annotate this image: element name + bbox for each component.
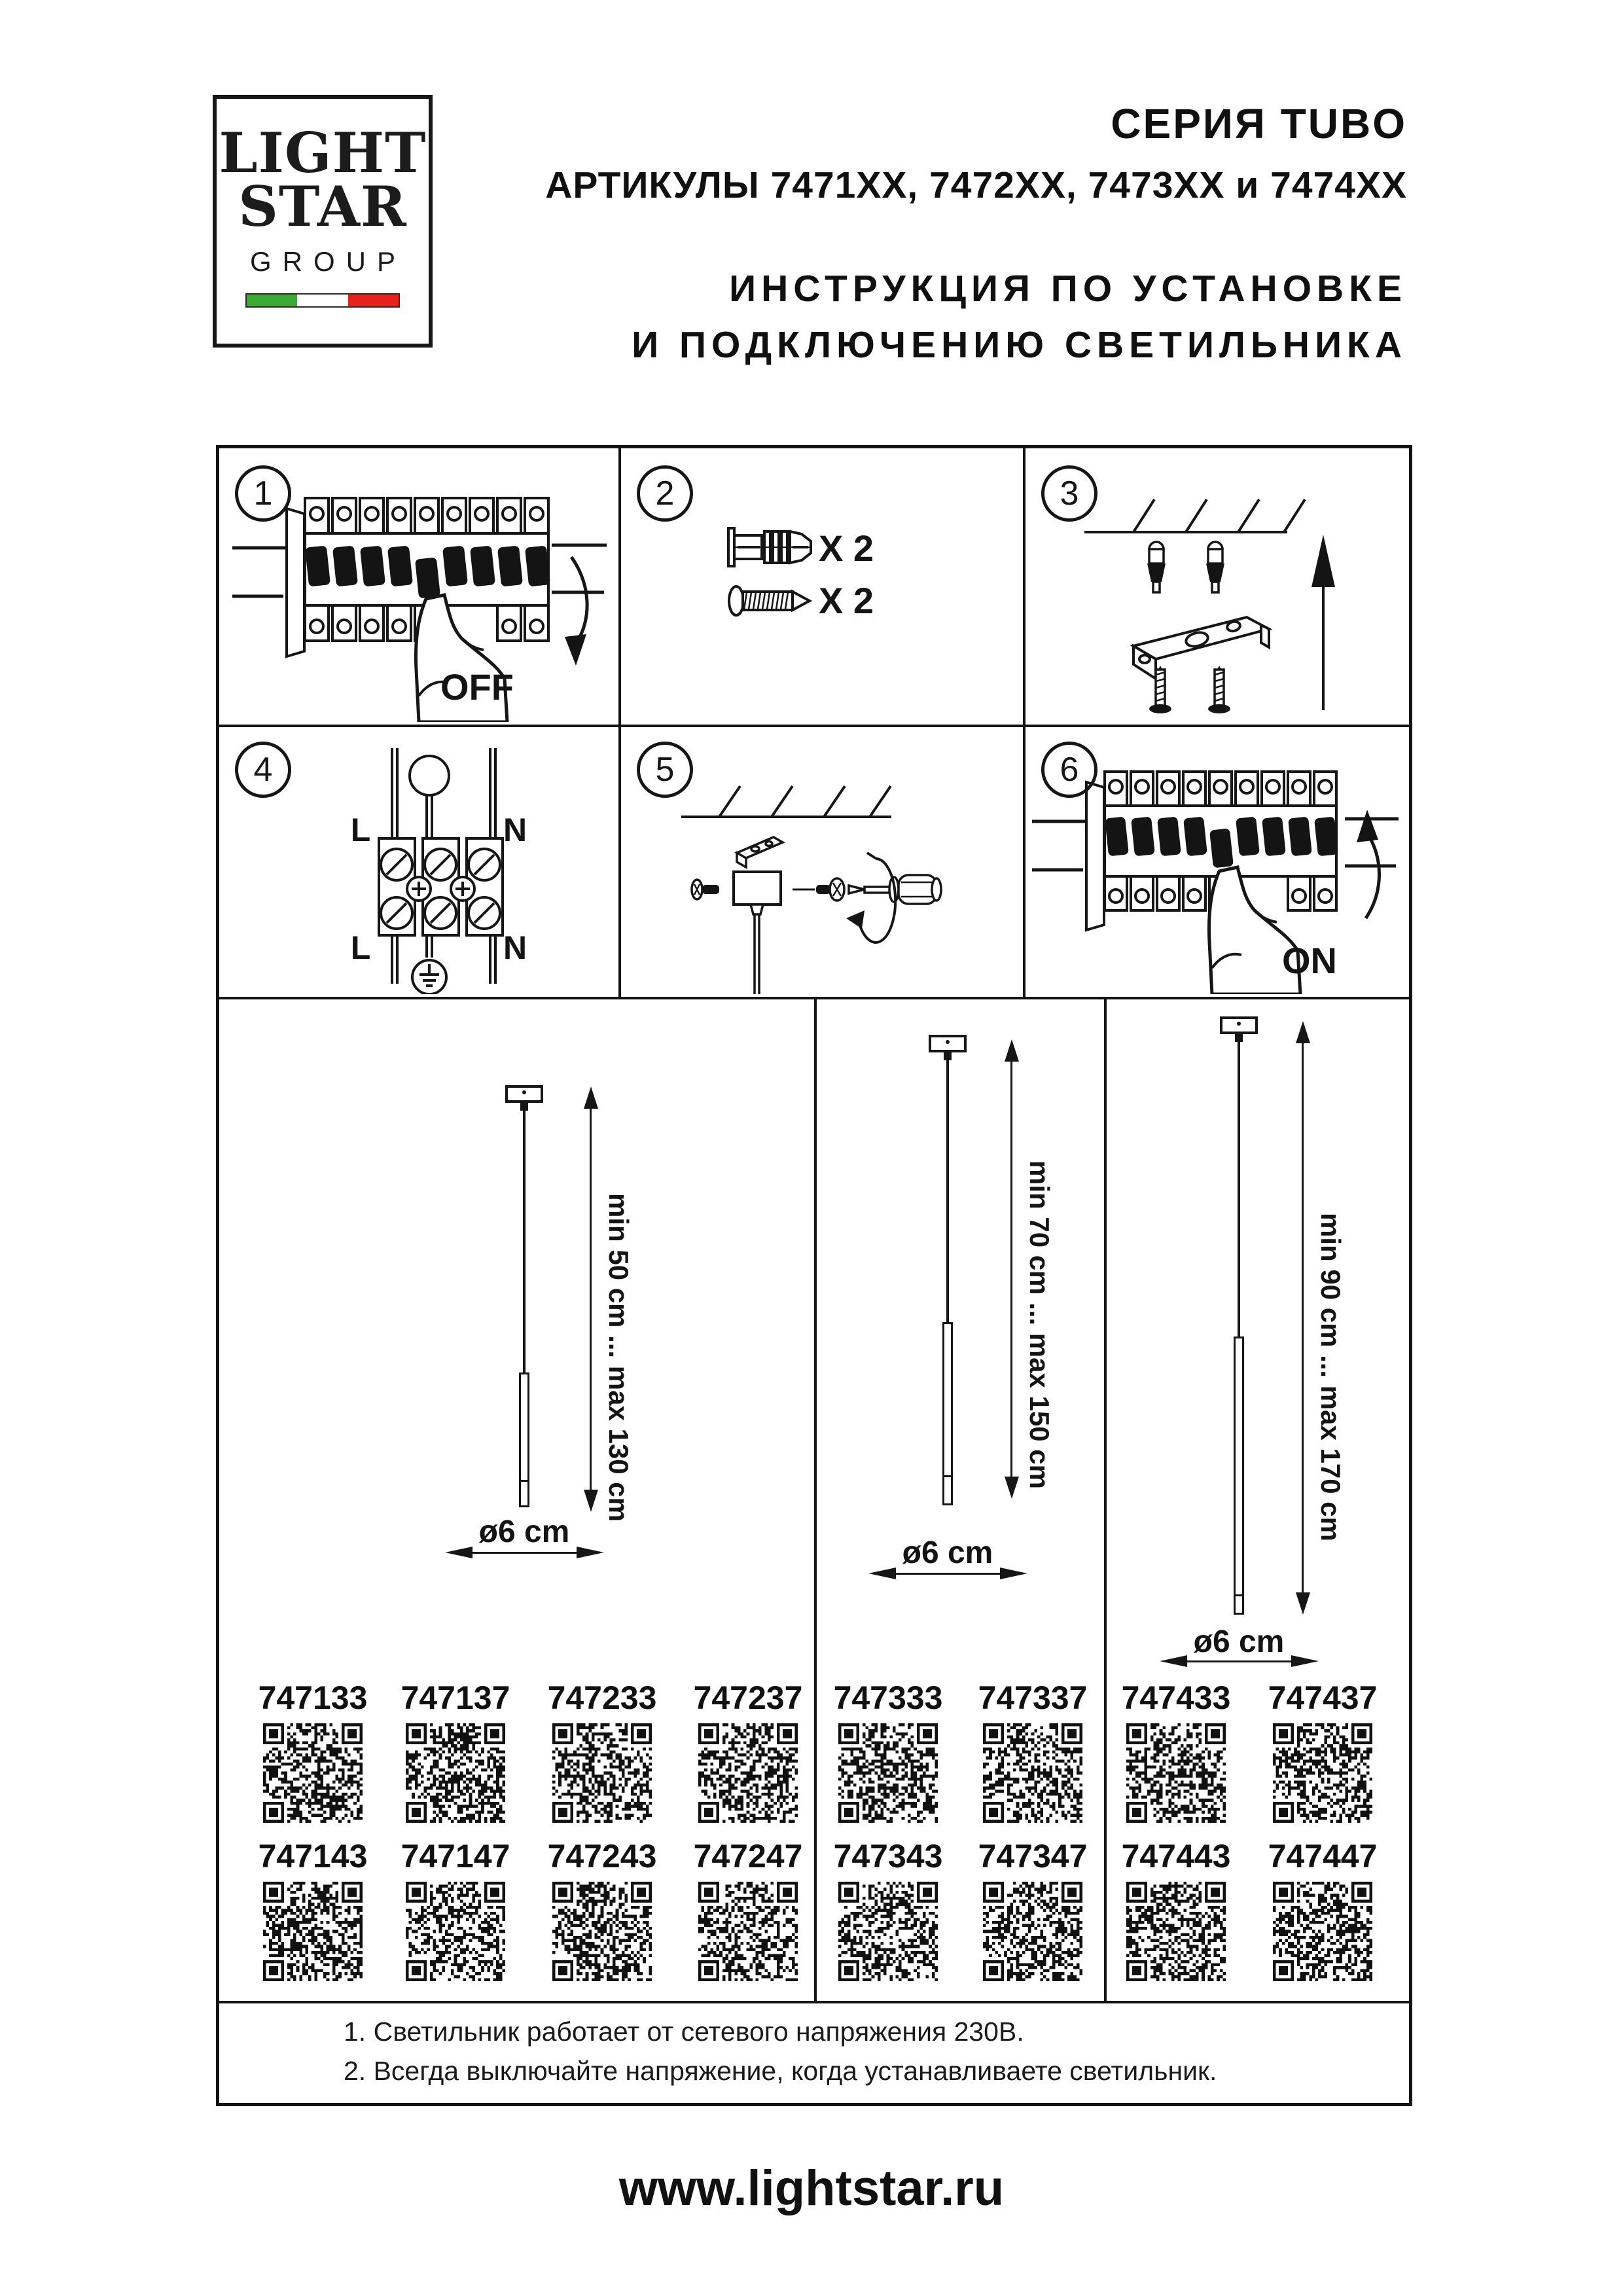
steps-row-2 [219, 725, 1409, 999]
lightstar-logo [213, 95, 433, 348]
flag-white [297, 295, 348, 306]
step-number: 6 [1041, 742, 1097, 798]
article-qr [692, 1679, 804, 1826]
qr-code [1126, 1882, 1226, 1981]
diameter-label: ø6 cm [478, 1515, 570, 1549]
logo-light: LIGHT [219, 120, 427, 185]
flag-green [247, 295, 297, 306]
article-number: 747343 [833, 1838, 943, 1874]
italian-flag-icon [245, 293, 400, 308]
instruction-title-line1: ИНСТРУКЦИЯ ПО УСТАНОВКЕ [729, 268, 1407, 310]
height-dimension-line [1010, 1057, 1012, 1494]
step-2-panel [621, 448, 1026, 725]
suspension-wire [1238, 1042, 1240, 1336]
article-qr [546, 1837, 658, 1984]
article-qr [546, 1679, 658, 1826]
article-number: 747137 [401, 1679, 510, 1716]
qr-code [263, 1723, 363, 1823]
qr-code [698, 1882, 798, 1981]
qr-code [838, 1723, 938, 1823]
qr-code [263, 1882, 363, 1981]
ceiling-plate [929, 1035, 967, 1052]
suspension-wire [946, 1060, 949, 1322]
steps-row-1 [219, 448, 1409, 727]
note-1: 1. Светильник работает от сетевого напряжения 230В. [344, 2017, 1024, 2047]
article-number: 747237 [693, 1679, 803, 1716]
article-qr [1267, 1837, 1378, 1984]
article-qr [692, 1837, 804, 1984]
article-number: 747143 [258, 1838, 368, 1874]
instruction-table [216, 445, 1412, 2106]
on-label: ON [1282, 940, 1337, 981]
diameter-label: ø6 cm [902, 1535, 993, 1570]
article-number: 747337 [978, 1679, 1088, 1716]
logo-group: GROUP [249, 245, 406, 277]
qr-code [698, 1723, 798, 1823]
article-qr [257, 1679, 368, 1826]
article-number: 747333 [833, 1679, 943, 1716]
series-title: СЕРИЯ TUBO [1111, 100, 1407, 147]
ceiling-plate [505, 1085, 543, 1103]
article-number: 747347 [978, 1838, 1088, 1874]
height-dimension-line [1302, 1039, 1304, 1610]
article-number: 747233 [547, 1679, 657, 1716]
lamp-tube [1234, 1336, 1244, 1615]
height-range-label: min 70 cm ... max 150 cm [1024, 1160, 1055, 1489]
suspension-wire [523, 1111, 526, 1372]
screw-qty-label: X 2 [819, 580, 874, 621]
article-qr [1267, 1679, 1378, 1826]
qr-code [1273, 1882, 1372, 1981]
article-qr [832, 1837, 944, 1984]
flag-red [348, 295, 399, 306]
step-number: 1 [235, 465, 291, 522]
article-qr [977, 1837, 1088, 1984]
diameter-arrow [1177, 1660, 1301, 1662]
article-number: 747443 [1121, 1838, 1231, 1874]
article-number: 747133 [258, 1679, 368, 1716]
lamp-column-2 [817, 997, 1107, 2001]
article-number: 747247 [693, 1838, 803, 1874]
article-number: 747147 [401, 1838, 510, 1874]
header [545, 99, 1407, 367]
article-qr [400, 1837, 511, 1984]
step-3-panel [1026, 448, 1409, 725]
ceiling-plate [1220, 1016, 1258, 1034]
qr-code [552, 1723, 652, 1823]
article-qr [1120, 1837, 1232, 1984]
article-number: 747433 [1121, 1679, 1231, 1716]
height-range-label: min 90 cm ... max 170 cm [1315, 1213, 1346, 1541]
step-6-panel [1026, 725, 1409, 997]
article-qr [257, 1837, 368, 1984]
qr-code [1126, 1723, 1226, 1823]
instruction-title-line2: И ПОДКЛЮЧЕНИЮ СВЕТИЛЬНИКА [632, 324, 1407, 366]
terminal-L-bottom: L [350, 929, 371, 966]
step-number: 3 [1041, 465, 1097, 522]
articles-line: АРТИКУЛЫ 7471ХХ, 7472ХХ, 7473ХХ и 7474ХХ [545, 164, 1407, 206]
lamp-tube [942, 1322, 953, 1505]
lamp-section [219, 997, 1409, 2003]
qr-code [552, 1882, 652, 1981]
off-label: OFF [440, 666, 514, 708]
diameter-arrow [462, 1552, 586, 1554]
article-qr [977, 1679, 1088, 1826]
step-number: 4 [235, 742, 291, 798]
article-qr [400, 1679, 511, 1826]
article-number: 747447 [1268, 1838, 1378, 1874]
step-number: 2 [637, 465, 693, 522]
article-number: 747437 [1268, 1679, 1378, 1716]
website-url: www.lightstar.ru [618, 2161, 1005, 2216]
dowel-qty-label: X 2 [819, 528, 874, 569]
lamp-tube [519, 1372, 529, 1507]
qr-code [983, 1723, 1082, 1823]
qr-code [406, 1882, 505, 1981]
diameter-label: ø6 cm [1193, 1624, 1285, 1659]
step-number: 5 [637, 742, 693, 798]
qr-code [838, 1882, 938, 1981]
lamp-column-1 [219, 997, 817, 2001]
qr-code [406, 1723, 505, 1823]
notes-row [219, 2001, 1409, 2103]
diameter-arrow [885, 1573, 1010, 1575]
height-range-label: min 50 cm ... max 130 cm [603, 1193, 634, 1522]
step-4-panel [219, 725, 621, 997]
height-dimension-line [590, 1104, 592, 1507]
terminal-L-top: L [350, 812, 371, 848]
logo-star: STAR [238, 174, 407, 240]
lamp-column-3 [1107, 997, 1409, 2001]
qr-code [1273, 1723, 1372, 1823]
qr-code [983, 1882, 1082, 1981]
article-qr [1120, 1679, 1232, 1826]
article-qr [832, 1679, 944, 1826]
step-1-panel [219, 448, 621, 725]
step-5-panel [621, 725, 1026, 997]
note-2: 2. Всегда выключайте напряжение, когда устанавливаете светильник. [344, 2056, 1217, 2086]
terminal-N-top: N [503, 812, 527, 848]
article-number: 747243 [547, 1838, 657, 1874]
terminal-N-bottom: N [503, 929, 527, 966]
